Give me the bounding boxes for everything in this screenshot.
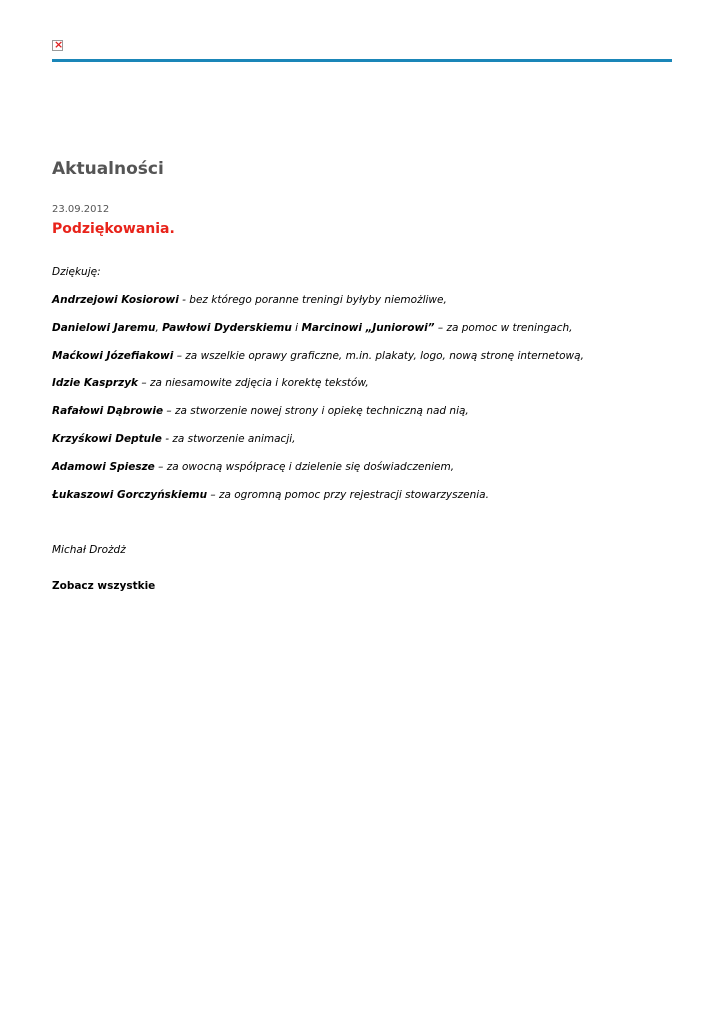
thanks-line bbox=[52, 404, 469, 418]
thanks-text: – za niesamowite zdjęcia i korektę tekstów, bbox=[138, 377, 369, 389]
thanks-text: – za ogromną pomoc przy rejestracji stowarzyszenia. bbox=[207, 489, 489, 501]
post-date: 23.09.2012 bbox=[52, 204, 110, 215]
thanks-text: - bez którego poranne treningi byłyby niemożliwe, bbox=[178, 294, 447, 306]
thanks-line bbox=[52, 349, 584, 363]
thanks-name: Adamowi Spiesze bbox=[52, 461, 155, 473]
post-signature: Michał Drożdż bbox=[52, 544, 126, 556]
see-all-link[interactable]: Zobacz wszystkie bbox=[52, 580, 156, 592]
thanks-text: – za wszelkie oprawy graficzne, m.in. plakaty, logo, nową stronę internetową, bbox=[173, 350, 584, 362]
thanks-name: Andrzejowi Kosiorowi bbox=[52, 294, 179, 306]
thanks-line bbox=[52, 460, 454, 474]
thanks-line bbox=[52, 321, 573, 335]
post-intro: Dziękuję: bbox=[52, 266, 101, 278]
thanks-name: Marcinowi „Juniorowi” bbox=[301, 322, 435, 334]
thanks-line bbox=[52, 432, 296, 446]
thanks-text: - za stworzenie animacji, bbox=[161, 433, 296, 445]
broken-image-icon bbox=[52, 40, 63, 51]
section-title: Aktualności bbox=[52, 159, 164, 179]
thanks-name: Idzie Kasprzyk bbox=[52, 377, 139, 389]
header-divider bbox=[52, 59, 672, 62]
thanks-text: – za stworzenie nowej strony i opiekę techniczną nad nią, bbox=[163, 405, 469, 417]
thanks-line bbox=[52, 376, 369, 390]
thanks-name: Krzyśkowi Deptule bbox=[52, 433, 162, 445]
thanks-text: – za pomoc w treningach, bbox=[434, 322, 573, 334]
thanks-name: Maćkowi Józefiakowi bbox=[52, 350, 174, 362]
thanks-name: Rafałowi Dąbrowie bbox=[52, 405, 164, 417]
thanks-line bbox=[52, 293, 447, 307]
post-title: Podziękowania. bbox=[52, 221, 175, 237]
thanks-text: , bbox=[155, 322, 163, 334]
thanks-text: – za owocną współpracę i dzielenie się doświadczeniem, bbox=[154, 461, 455, 473]
thanks-name: Danielowi Jaremu bbox=[52, 322, 156, 334]
thanks-name: Łukaszowi Gorczyńskiemu bbox=[52, 489, 208, 501]
thanks-name: Pawłowi Dyderskiemu bbox=[162, 322, 292, 334]
broken-image-glyph: × bbox=[54, 38, 64, 51]
thanks-line bbox=[52, 488, 489, 502]
thanks-text: i bbox=[291, 322, 302, 334]
